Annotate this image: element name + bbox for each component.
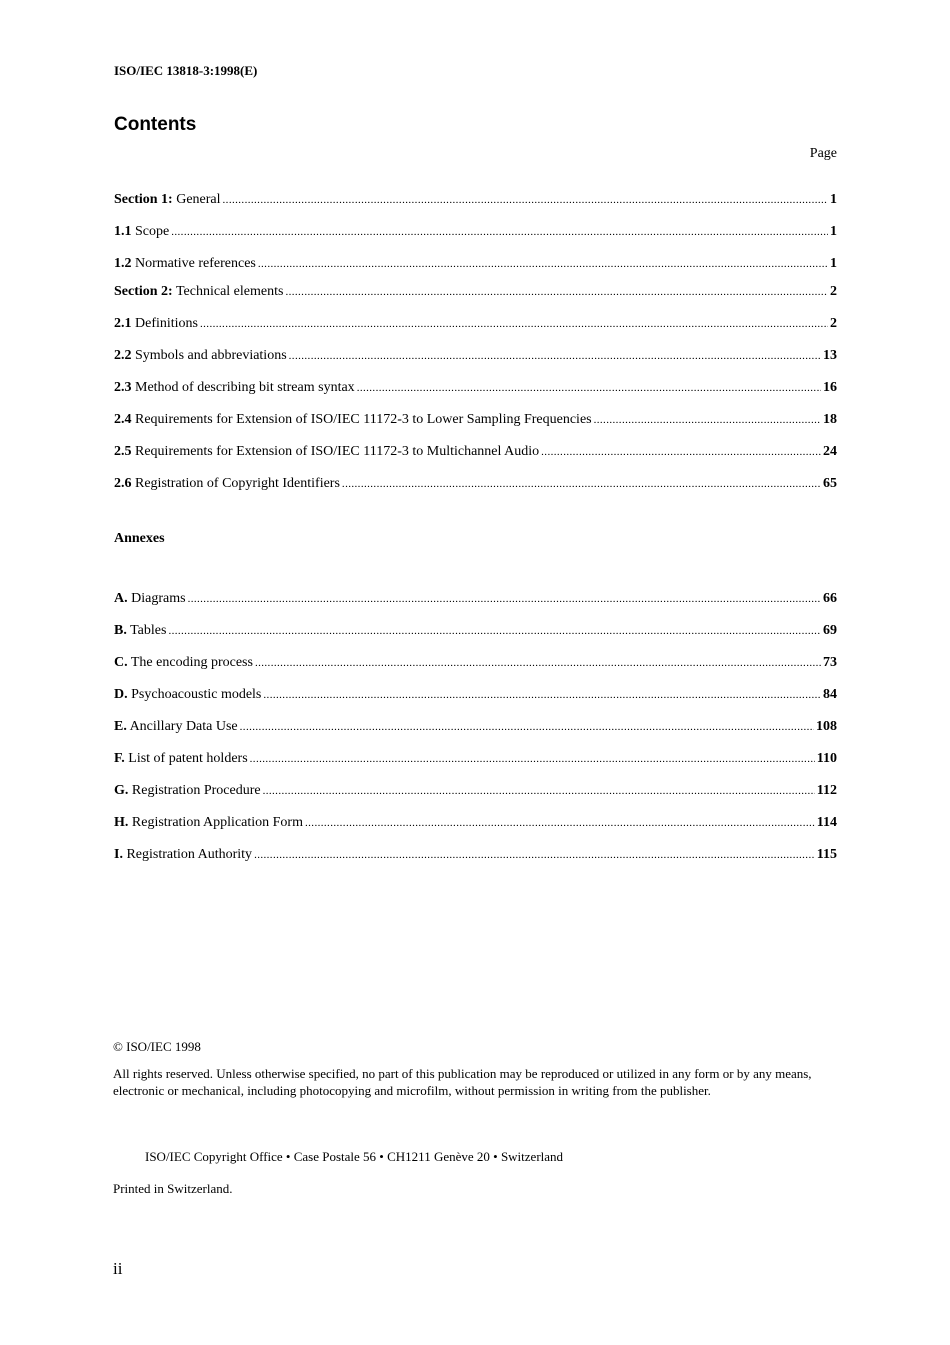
dot-leader bbox=[357, 379, 821, 397]
toc-entry-page: 1 bbox=[830, 224, 837, 239]
toc-entry-title: Registration Authority bbox=[122, 847, 253, 862]
toc-entry-annex-c[interactable] bbox=[114, 654, 837, 672]
toc-entry-page: 114 bbox=[816, 815, 837, 830]
toc-entry-section-2[interactable] bbox=[114, 283, 837, 301]
document-id: ISO/IEC 13818-3:1998(E) bbox=[114, 63, 258, 78]
dot-leader bbox=[171, 223, 828, 241]
toc-entry-2-3[interactable] bbox=[114, 379, 837, 397]
toc-entry-number: 2.2 bbox=[114, 348, 132, 363]
toc-entry-1-1[interactable] bbox=[114, 223, 837, 241]
dot-leader bbox=[254, 846, 815, 864]
toc-entry-page: 18 bbox=[823, 412, 837, 427]
toc-entry-title: Normative references bbox=[131, 256, 256, 271]
toc-entry-title: Symbols and abbreviations bbox=[131, 348, 287, 363]
toc-entry-title: Requirements for Extension of ISO/IEC 11172-3 to Multichannel Audio bbox=[131, 444, 540, 459]
toc-entry-annex-f[interactable] bbox=[114, 750, 837, 768]
toc-entry-number: 2.1 bbox=[114, 316, 132, 331]
toc-entry-title: Method of describing bit stream syntax bbox=[131, 380, 355, 395]
toc-entry-page: 112 bbox=[816, 783, 837, 798]
toc-entry-title: General bbox=[172, 192, 221, 207]
dot-leader bbox=[258, 255, 828, 273]
toc-entry-number: B. bbox=[114, 623, 127, 638]
contents-title: Contents bbox=[114, 114, 197, 135]
toc-entry-title: Registration of Copyright Identifiers bbox=[131, 476, 340, 491]
toc-entry-title: Definitions bbox=[131, 316, 198, 331]
dot-leader bbox=[305, 814, 815, 832]
toc-entry-title: Tables bbox=[126, 623, 167, 638]
toc-entry-2-5[interactable] bbox=[114, 443, 837, 461]
dot-leader bbox=[541, 443, 821, 461]
toc-entry-annex-d[interactable] bbox=[114, 686, 837, 704]
toc-entry-title: Registration Application Form bbox=[128, 815, 303, 830]
toc-entry-number: G. bbox=[114, 783, 129, 798]
page-number: ii bbox=[113, 1259, 123, 1278]
toc-entry-number: E. bbox=[114, 719, 127, 734]
copyright-office-address: ISO/IEC Copyright Office • Case Postale 56 • CH1211 Genève 20 • Switzerland bbox=[145, 1149, 564, 1164]
toc-entry-page: 84 bbox=[823, 687, 837, 702]
toc-entry-number: C. bbox=[114, 655, 128, 670]
toc-entry-number: 2.4 bbox=[114, 412, 132, 427]
dot-leader bbox=[594, 411, 821, 429]
dot-leader bbox=[223, 191, 828, 209]
dot-leader bbox=[285, 283, 828, 301]
dot-leader bbox=[263, 686, 821, 704]
rights-statement: All rights reserved. Unless otherwise specified, no part of this publication may be reproduced or utilized in any form or by any means, electronic or mechanical, including photocopying and microfilm, without permission in writing from the publisher. bbox=[113, 1066, 812, 1098]
toc-entry-number: D. bbox=[114, 687, 128, 702]
toc-entry-2-2[interactable] bbox=[114, 347, 837, 365]
toc-entry-annex-h[interactable] bbox=[114, 814, 837, 832]
toc-entry-title: The encoding process bbox=[127, 655, 253, 670]
dot-leader bbox=[263, 782, 815, 800]
toc-entry-page: 66 bbox=[823, 591, 837, 606]
toc-entry-number: 1.2 bbox=[114, 256, 132, 271]
toc-entry-title: Registration Procedure bbox=[128, 783, 261, 798]
toc-entry-annex-e[interactable] bbox=[114, 718, 837, 736]
printed-in: Printed in Switzerland. bbox=[113, 1181, 233, 1196]
toc-entry-number: F. bbox=[114, 751, 125, 766]
toc-entry-annex-g[interactable] bbox=[114, 782, 837, 800]
toc-entry-page: 24 bbox=[823, 444, 837, 459]
dot-leader bbox=[255, 654, 821, 672]
toc-entry-page: 69 bbox=[823, 623, 837, 638]
dot-leader bbox=[250, 750, 815, 768]
toc-entry-page: 1 bbox=[830, 256, 837, 271]
toc-entry-number: H. bbox=[114, 815, 129, 830]
toc-entry-number: 2.6 bbox=[114, 476, 132, 491]
toc-entry-number: Section 2: bbox=[114, 284, 173, 299]
toc-entry-1-2[interactable] bbox=[114, 255, 837, 273]
dot-leader bbox=[240, 718, 814, 736]
toc-entry-title: Ancillary Data Use bbox=[126, 719, 238, 734]
toc-entry-number: I. bbox=[114, 847, 123, 862]
toc-entry-page: 13 bbox=[823, 348, 837, 363]
annexes-heading: Annexes bbox=[114, 531, 165, 546]
toc-entry-number: A. bbox=[114, 591, 128, 606]
toc-entry-page: 110 bbox=[816, 751, 837, 766]
toc-entry-page: 16 bbox=[823, 380, 837, 395]
dot-leader bbox=[188, 590, 821, 608]
toc-entry-page: 73 bbox=[823, 655, 837, 670]
toc-entry-title: Psychoacoustic models bbox=[127, 687, 262, 702]
toc-entry-number: Section 1: bbox=[114, 192, 173, 207]
toc-entry-2-6[interactable] bbox=[114, 475, 837, 493]
toc-entry-title: Technical elements bbox=[172, 284, 284, 299]
copyright-notice: © ISO/IEC 1998 bbox=[113, 1039, 201, 1054]
toc-entry-2-1[interactable] bbox=[114, 315, 837, 333]
toc-entry-page: 65 bbox=[823, 476, 837, 491]
dot-leader bbox=[342, 475, 821, 493]
toc-entry-title: Scope bbox=[131, 224, 170, 239]
toc-entry-annex-a[interactable] bbox=[114, 590, 837, 608]
toc-entry-page: 2 bbox=[830, 316, 837, 331]
dot-leader bbox=[200, 315, 828, 333]
toc-entry-page: 2 bbox=[830, 284, 837, 299]
toc-entry-number: 2.3 bbox=[114, 380, 132, 395]
dot-leader bbox=[168, 622, 821, 640]
toc-entry-page: 115 bbox=[816, 847, 837, 862]
toc-entry-title: Diagrams bbox=[127, 591, 186, 606]
toc-entry-number: 1.1 bbox=[114, 224, 132, 239]
toc-entry-annex-b[interactable] bbox=[114, 622, 837, 640]
toc-entry-page: 1 bbox=[830, 192, 837, 207]
toc-entry-title: List of patent holders bbox=[124, 751, 248, 766]
toc-entry-page: 108 bbox=[816, 719, 837, 734]
toc-entry-title: Requirements for Extension of ISO/IEC 11172-3 to Lower Sampling Frequencies bbox=[131, 412, 592, 427]
dot-leader bbox=[289, 347, 821, 365]
toc-entry-2-4[interactable] bbox=[114, 411, 837, 429]
toc-entry-section-1[interactable] bbox=[114, 191, 837, 209]
page-column-label: Page bbox=[809, 146, 837, 161]
toc-entry-annex-i[interactable] bbox=[114, 846, 837, 864]
toc-entry-number: 2.5 bbox=[114, 444, 132, 459]
